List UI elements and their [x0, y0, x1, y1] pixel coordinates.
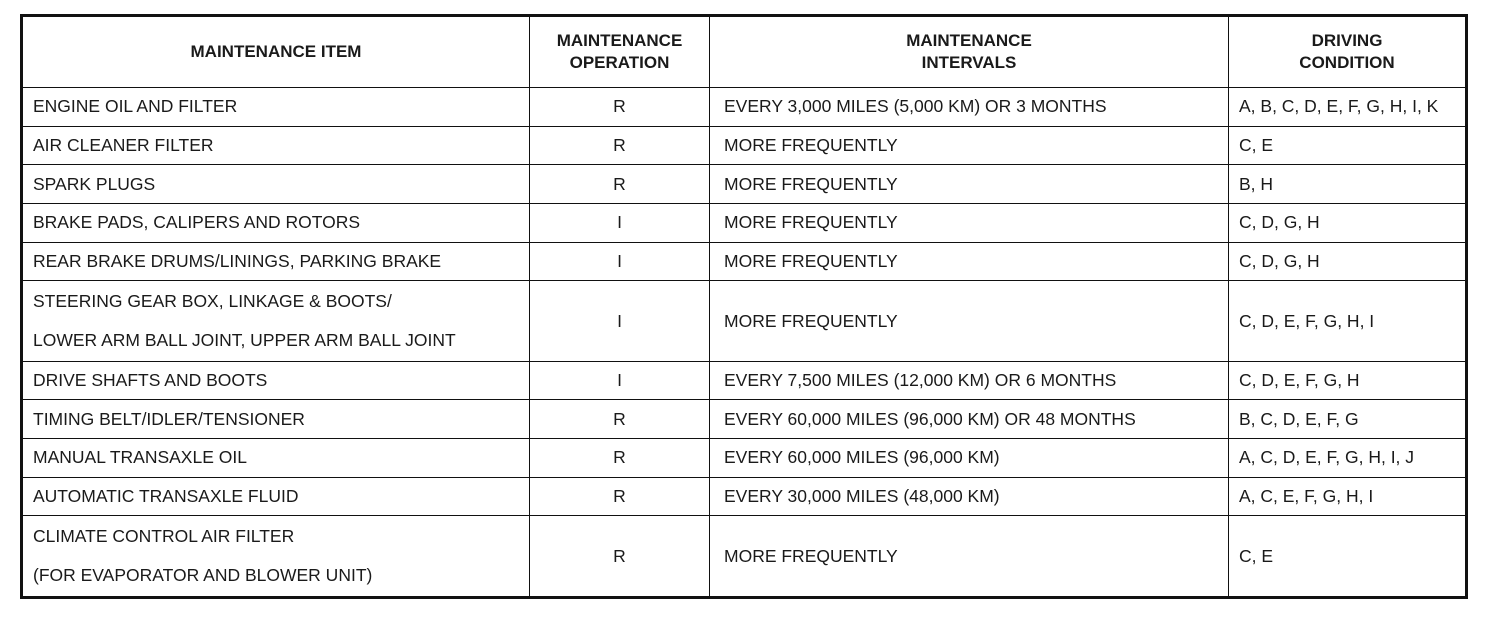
cell-driving-condition: B, H — [1229, 165, 1467, 204]
cell-driving-condition: A, C, E, F, G, H, I — [1229, 477, 1467, 516]
cell-maintenance-item — [22, 516, 530, 598]
cell-driving-condition: C, D, E, F, G, H — [1229, 361, 1467, 400]
cell-maintenance-item — [22, 126, 530, 165]
table-row — [22, 281, 1467, 361]
header-maintenance-operation — [530, 16, 710, 88]
cell-maintenance-item — [22, 281, 530, 361]
cell-maintenance-operation: R — [530, 126, 710, 165]
cell-driving-condition: C, D, G, H — [1229, 242, 1467, 281]
table-row — [22, 88, 1467, 127]
table-body — [22, 88, 1467, 598]
cell-maintenance-item — [22, 165, 530, 204]
cell-maintenance-interval: MORE FREQUENTLY — [710, 281, 1229, 361]
cell-maintenance-interval: MORE FREQUENTLY — [710, 165, 1229, 204]
cell-driving-condition: A, C, D, E, F, G, H, I, J — [1229, 439, 1467, 478]
cell-maintenance-item — [22, 242, 530, 281]
item-text-line: SPARK PLUGS — [33, 173, 156, 194]
header-row — [22, 16, 1467, 88]
item-text-line: CLIMATE CONTROL AIR FILTER — [33, 526, 295, 547]
cell-maintenance-operation: I — [530, 204, 710, 243]
item-text-line: AUTOMATIC TRANSAXLE FLUID — [33, 486, 299, 507]
cell-maintenance-operation: R — [530, 477, 710, 516]
table-row — [22, 242, 1467, 281]
item-text-line: AIR CLEANER FILTER — [33, 135, 214, 155]
cell-maintenance-interval: EVERY 60,000 MILES (96,000 KM) OR 48 MONTHS — [710, 400, 1229, 439]
cell-maintenance-operation: I — [530, 281, 710, 361]
header-intervals-line: MAINTENANCE — [906, 31, 1032, 50]
cell-maintenance-operation: I — [530, 361, 710, 400]
item-text-line: DRIVE SHAFTS AND BOOTS — [33, 370, 268, 391]
cell-maintenance-item — [22, 400, 530, 439]
item-text-line: LOWER ARM BALL JOINT, UPPER ARM BALL JOINT — [33, 330, 456, 351]
cell-maintenance-item — [22, 439, 530, 478]
item-text-line: STEERING GEAR BOX, LINKAGE & BOOTS/ — [33, 291, 392, 312]
cell-driving-condition: A, B, C, D, E, F, G, H, I, K — [1229, 88, 1467, 127]
header-operation-line: OPERATION — [569, 53, 670, 72]
header-operation-line: MAINTENANCE — [556, 31, 683, 50]
table-row — [22, 204, 1467, 243]
header-driving-condition — [1229, 16, 1467, 88]
cell-maintenance-interval: EVERY 30,000 MILES (48,000 KM) — [710, 477, 1229, 516]
cell-maintenance-interval: MORE FREQUENTLY — [710, 242, 1229, 281]
item-text-line: TIMING BELT/IDLER/TENSIONER — [33, 408, 305, 429]
cell-maintenance-interval: EVERY 3,000 MILES (5,000 KM) OR 3 MONTHS — [710, 88, 1229, 127]
item-text-line: ENGINE OIL AND FILTER — [33, 96, 238, 117]
cell-driving-condition: B, C, D, E, F, G — [1229, 400, 1467, 439]
cell-maintenance-item — [22, 88, 530, 127]
cell-maintenance-interval: MORE FREQUENTLY — [710, 204, 1229, 243]
table-row — [22, 400, 1467, 439]
cell-maintenance-interval: EVERY 7,500 MILES (12,000 KM) OR 6 MONTHS — [710, 361, 1229, 400]
table-row — [22, 165, 1467, 204]
table-row — [22, 439, 1467, 478]
cell-maintenance-item — [22, 204, 530, 243]
item-text-line: BRAKE PADS, CALIPERS AND ROTORS — [33, 212, 361, 233]
cell-driving-condition: C, D, G, H — [1229, 204, 1467, 243]
cell-maintenance-operation: R — [530, 439, 710, 478]
cell-driving-condition: C, E — [1229, 126, 1467, 165]
header-maintenance-intervals — [710, 16, 1229, 88]
cell-maintenance-operation: R — [530, 88, 710, 127]
cell-maintenance-operation: R — [530, 400, 710, 439]
cell-driving-condition: C, E — [1229, 516, 1467, 598]
cell-maintenance-interval: MORE FREQUENTLY — [710, 126, 1229, 165]
cell-maintenance-operation: I — [530, 242, 710, 281]
cell-maintenance-operation: R — [530, 516, 710, 598]
header-maintenance-item — [22, 16, 530, 88]
header-condition-line: DRIVING — [1311, 31, 1383, 50]
table-row — [22, 126, 1467, 165]
header-item-label: MAINTENANCE ITEM — [190, 42, 362, 61]
cell-maintenance-operation: R — [530, 165, 710, 204]
table-row — [22, 361, 1467, 400]
header-condition-line: CONDITION — [1299, 53, 1395, 72]
cell-maintenance-interval: MORE FREQUENTLY — [710, 516, 1229, 598]
cell-driving-condition: C, D, E, F, G, H, I — [1229, 281, 1467, 361]
item-text-line: (FOR EVAPORATOR AND BLOWER UNIT) — [33, 565, 373, 586]
cell-maintenance-item — [22, 477, 530, 516]
maintenance-table — [20, 14, 1468, 599]
cell-maintenance-item — [22, 361, 530, 400]
item-text-line: MANUAL TRANSAXLE OIL — [33, 447, 247, 468]
cell-maintenance-interval: EVERY 60,000 MILES (96,000 KM) — [710, 439, 1229, 478]
table-row — [22, 477, 1467, 516]
item-text-line: REAR BRAKE DRUMS/LININGS, PARKING BRAKE — [33, 251, 442, 272]
table-row — [22, 516, 1467, 598]
header-intervals-line: INTERVALS — [921, 53, 1017, 72]
